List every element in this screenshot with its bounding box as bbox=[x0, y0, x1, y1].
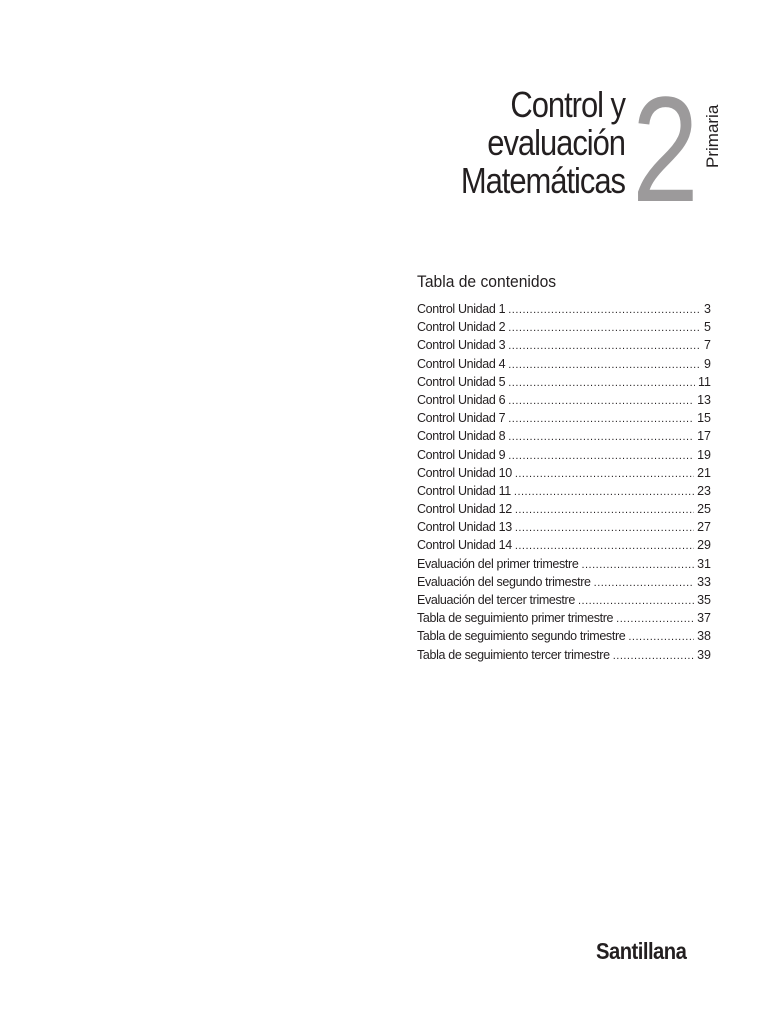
toc-dot-leader bbox=[594, 574, 694, 591]
toc-entry-label: Control Unidad 12 bbox=[417, 502, 512, 517]
toc-entry[interactable] bbox=[417, 391, 711, 409]
toc-dot-leader bbox=[508, 337, 701, 354]
toc-entry-page: 35 bbox=[697, 593, 711, 607]
toc-entry-page: 37 bbox=[697, 611, 711, 626]
toc-entry-page: 21 bbox=[697, 465, 711, 480]
toc-entry-label: Control Unidad 4 bbox=[417, 356, 506, 371]
toc-entry[interactable] bbox=[417, 627, 711, 645]
toc-entry-label: Evaluación del primer trimestre bbox=[417, 556, 579, 571]
toc-entry-page: 33 bbox=[697, 574, 711, 589]
toc-dot-leader bbox=[616, 610, 694, 627]
title-line-2: evaluación bbox=[487, 122, 625, 163]
toc-entry-label: Tabla de seguimiento segundo trimestre bbox=[417, 629, 626, 644]
toc-dot-leader bbox=[515, 537, 694, 554]
toc-entry[interactable] bbox=[417, 355, 711, 373]
title-line-3: Matemáticas bbox=[460, 160, 625, 201]
toc-entry-label: Control Unidad 14 bbox=[417, 538, 512, 553]
toc-dot-leader bbox=[514, 483, 694, 500]
toc-entry-page: 31 bbox=[697, 556, 711, 571]
toc-entry[interactable] bbox=[417, 482, 711, 500]
title-line-1: Control y bbox=[510, 84, 625, 125]
table-of-contents bbox=[417, 300, 711, 664]
toc-entry[interactable] bbox=[417, 500, 711, 518]
toc-dot-leader bbox=[515, 519, 694, 536]
toc-entry[interactable] bbox=[417, 536, 711, 554]
toc-entry-label: Evaluación del segundo trimestre bbox=[417, 574, 591, 589]
toc-dot-leader bbox=[581, 556, 694, 573]
toc-entry[interactable] bbox=[417, 427, 711, 445]
toc-dot-leader bbox=[515, 501, 694, 518]
toc-dot-leader bbox=[508, 410, 694, 427]
toc-entry[interactable] bbox=[417, 573, 711, 591]
toc-entry[interactable] bbox=[417, 518, 711, 536]
toc-dot-leader bbox=[508, 374, 695, 391]
toc-entry-page: 27 bbox=[697, 520, 711, 535]
toc-entry-label: Control Unidad 13 bbox=[417, 520, 512, 535]
toc-heading: Tabla de contenidos bbox=[417, 272, 557, 291]
book-title bbox=[380, 86, 625, 200]
toc-entry-label: Tabla de seguimiento tercer trimestre bbox=[417, 647, 610, 662]
toc-entry[interactable] bbox=[417, 609, 711, 627]
toc-dot-leader bbox=[508, 319, 701, 336]
toc-entry[interactable] bbox=[417, 591, 711, 609]
toc-entry-label: Control Unidad 7 bbox=[417, 411, 506, 426]
toc-entry-label: Control Unidad 11 bbox=[417, 483, 511, 498]
toc-entry-label: Evaluación del tercer trimestre bbox=[417, 593, 575, 607]
toc-dot-leader bbox=[628, 628, 694, 645]
toc-entry-page: 19 bbox=[697, 447, 711, 462]
toc-entry-label: Control Unidad 8 bbox=[417, 429, 506, 444]
toc-entry-page: 38 bbox=[697, 629, 711, 644]
toc-entry-label: Control Unidad 5 bbox=[417, 374, 506, 389]
toc-entry-label: Control Unidad 6 bbox=[417, 392, 506, 407]
toc-entry-label: Control Unidad 3 bbox=[417, 338, 506, 353]
toc-entry-page: 9 bbox=[704, 356, 711, 371]
toc-dot-leader bbox=[508, 301, 701, 318]
toc-dot-leader bbox=[508, 447, 694, 464]
toc-dot-leader bbox=[515, 465, 694, 482]
toc-dot-leader bbox=[613, 647, 694, 664]
toc-entry-page: 39 bbox=[697, 647, 711, 662]
toc-dot-leader bbox=[508, 428, 694, 445]
toc-entry-page: 11 bbox=[698, 374, 711, 389]
toc-entry-page: 29 bbox=[697, 538, 711, 553]
grade-number: 2 bbox=[632, 65, 699, 233]
toc-entry-page: 17 bbox=[697, 429, 711, 444]
toc-entry[interactable] bbox=[417, 373, 711, 391]
toc-entry-label: Control Unidad 9 bbox=[417, 447, 506, 462]
toc-entry-page: 13 bbox=[697, 392, 711, 407]
toc-entry-label: Control Unidad 1 bbox=[417, 302, 506, 316]
toc-entry[interactable] bbox=[417, 409, 711, 427]
toc-entry-label: Control Unidad 10 bbox=[417, 465, 512, 480]
toc-entry-page: 5 bbox=[704, 320, 711, 335]
toc-entry[interactable] bbox=[417, 300, 711, 318]
toc-entry[interactable] bbox=[417, 446, 711, 464]
toc-dot-leader bbox=[578, 592, 694, 609]
toc-entry-page: 7 bbox=[704, 338, 711, 353]
toc-entry[interactable] bbox=[417, 336, 711, 354]
toc-entry[interactable] bbox=[417, 464, 711, 482]
toc-entry-page: 15 bbox=[697, 411, 711, 426]
toc-entry-page: 25 bbox=[697, 502, 711, 517]
toc-entry-page: 23 bbox=[697, 483, 711, 498]
publisher-logo: Santillana bbox=[596, 938, 687, 964]
toc-entry-page: 3 bbox=[704, 302, 711, 316]
toc-dot-leader bbox=[508, 392, 694, 409]
grade-level-label: Primaria bbox=[703, 104, 722, 168]
toc-entry[interactable] bbox=[417, 646, 711, 664]
toc-entry-label: Control Unidad 2 bbox=[417, 320, 506, 335]
toc-entry[interactable] bbox=[417, 318, 711, 336]
toc-entry[interactable] bbox=[417, 555, 711, 573]
toc-dot-leader bbox=[508, 356, 701, 373]
toc-entry-label: Tabla de seguimiento primer trimestre bbox=[417, 611, 614, 626]
